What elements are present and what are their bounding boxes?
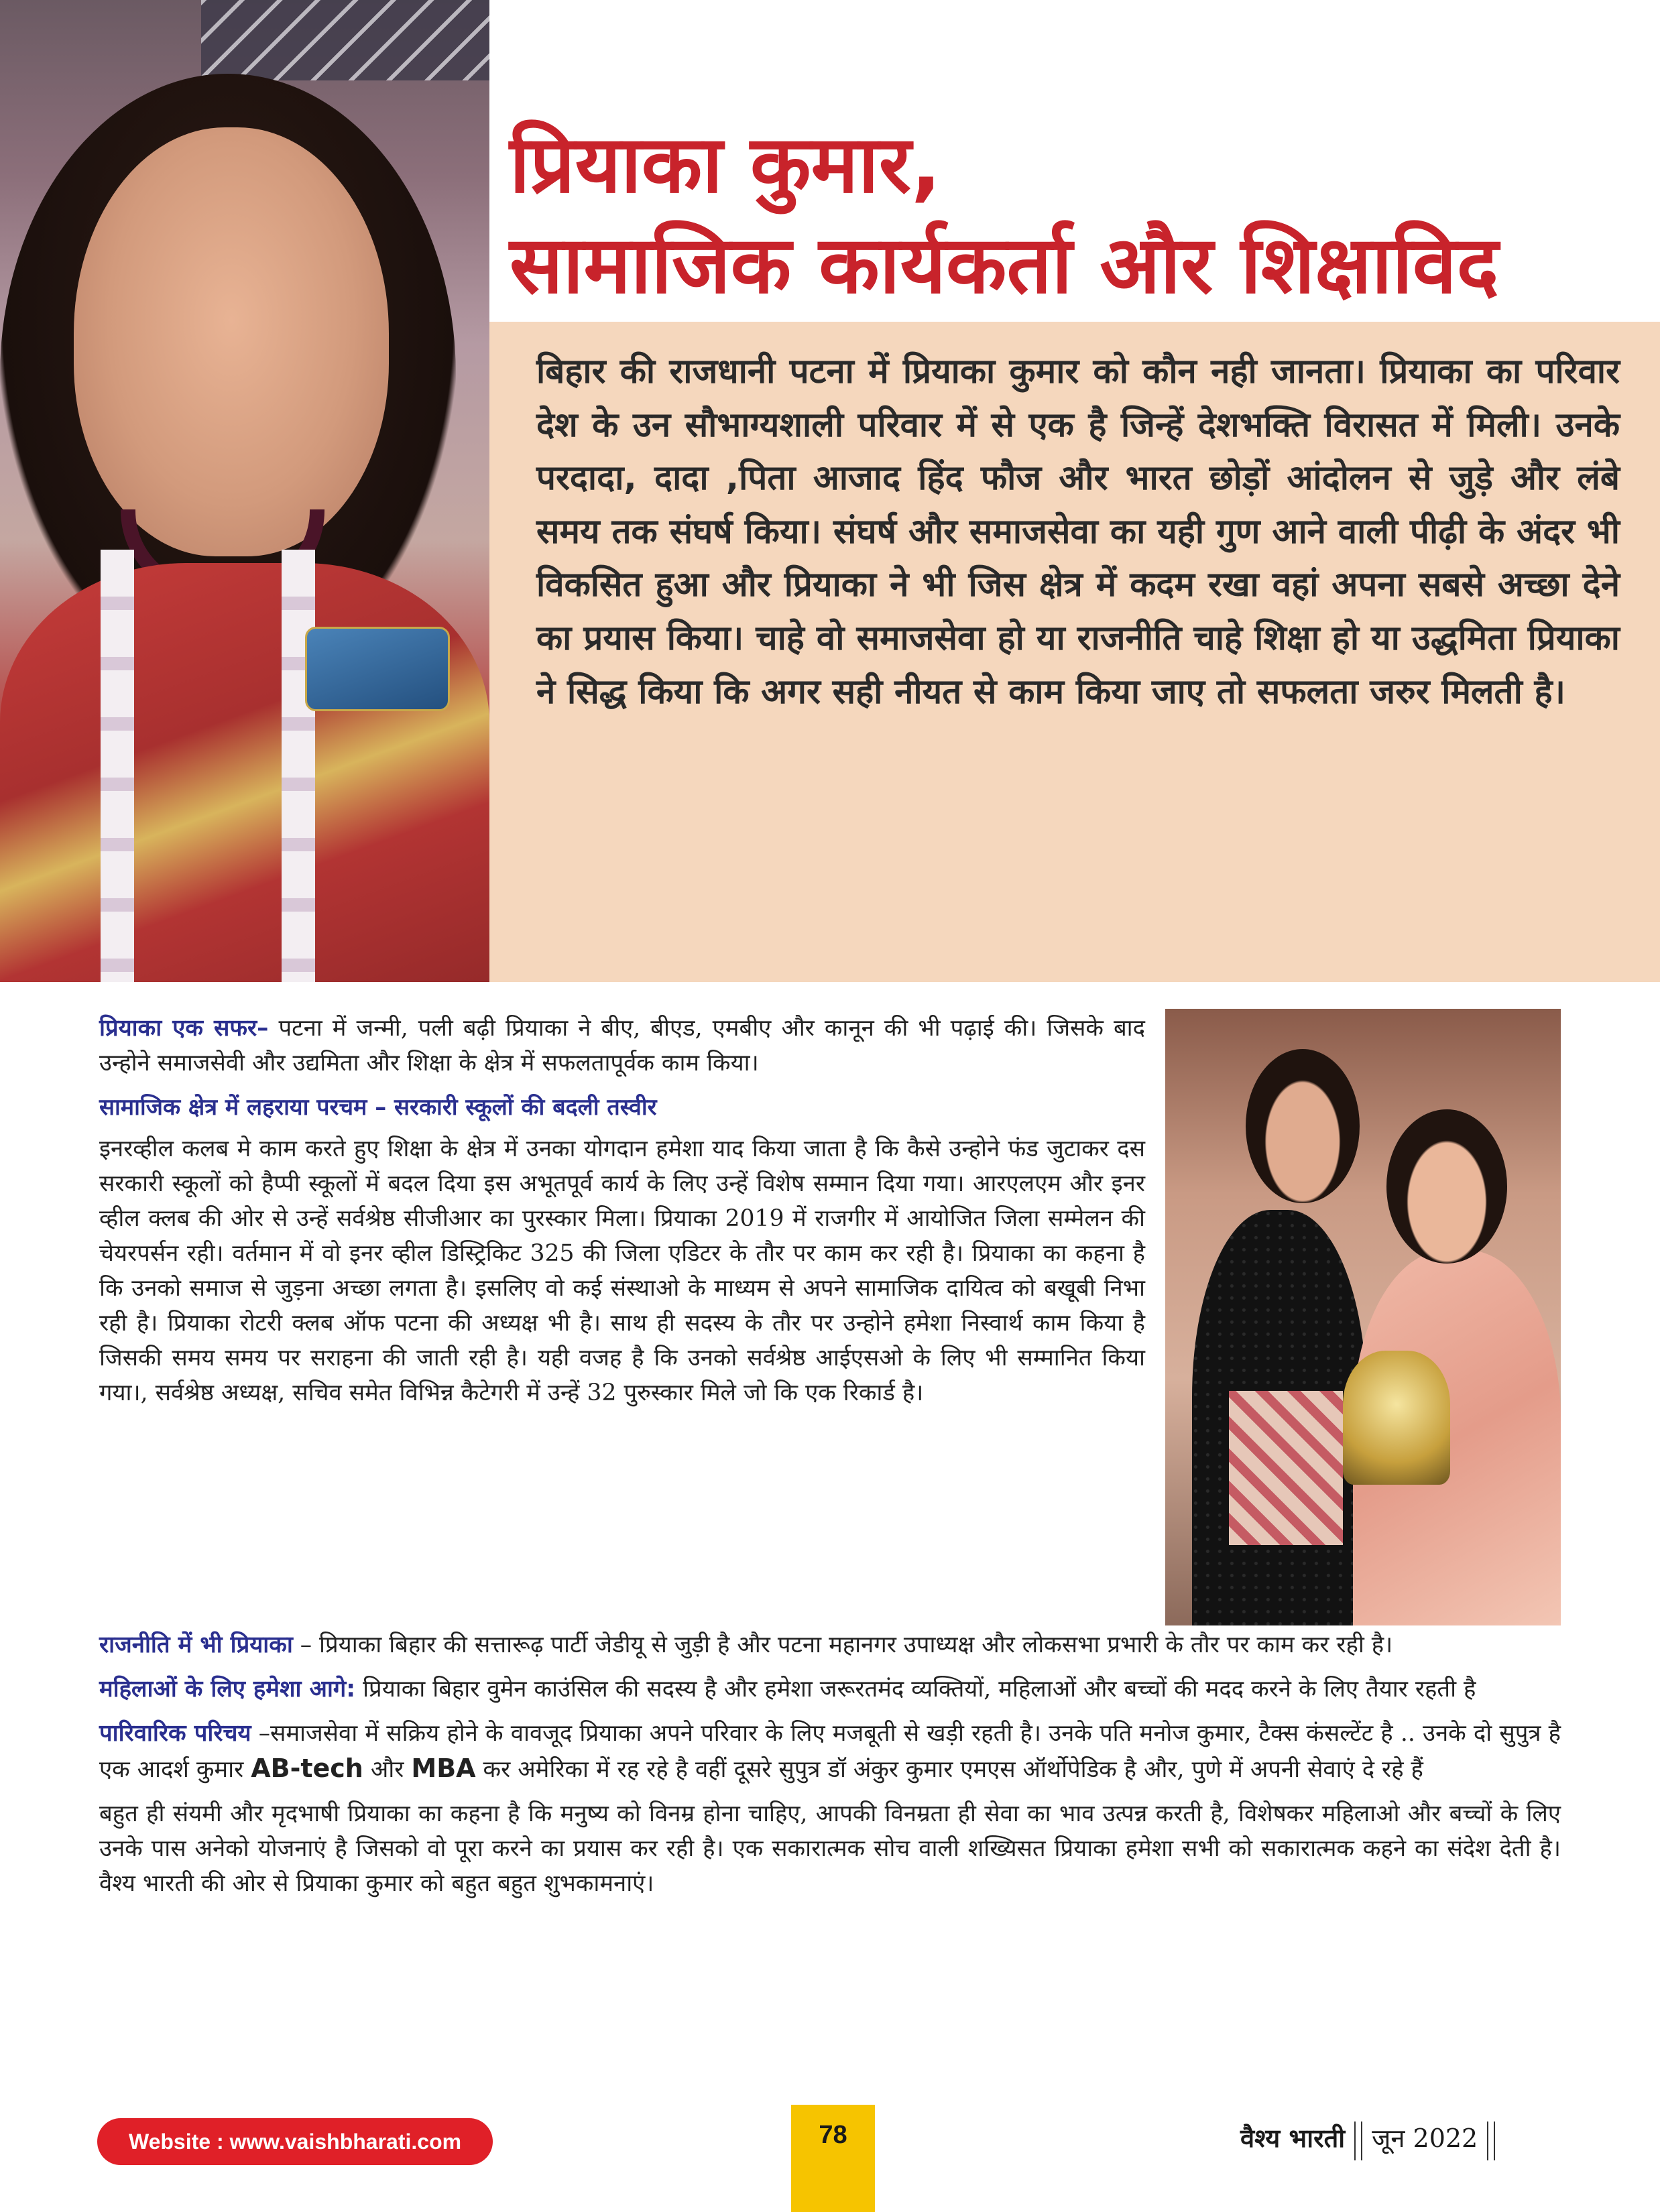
abtech-label: AB-tech — [251, 1754, 363, 1783]
trophy — [1343, 1351, 1450, 1485]
mba-label: MBA — [411, 1754, 476, 1783]
social-heading: सामाजिक क्षेत्र में लहराया परचम – सरकारी स्कूलों की बदली तस्वीर — [99, 1094, 657, 1121]
body-column — [99, 1011, 1145, 1420]
women-text: प्रियाका बिहार वुमेन काउंसिल की सदस्य है और हमेशा जरूरतमंद व्यक्तियों, महिलाओं और बच्चों की मदद करने के लिए तैयार रहती है — [355, 1676, 1476, 1703]
divider-end — [1487, 2122, 1495, 2160]
women-lead: महिलाओं के लिए हमेशा आगे: — [99, 1676, 356, 1703]
politics-paragraph — [99, 1627, 1561, 1662]
award-photo — [1165, 1009, 1561, 1625]
family-lead: पारिवारिक परिचय — [99, 1720, 251, 1747]
headline-line-1: प्रियाका कुमार, — [510, 118, 941, 210]
full-width-column — [99, 1627, 1561, 1910]
journey-lead: प्रियाका एक सफर– — [99, 1015, 269, 1042]
social-paragraph: इनरव्हील कलब मे काम करते हुए शिक्षा के क्षेत्र में उनका योगदान हमेशा याद किया जाता है कि कैसे उन्होने फंड जुटाकर दस सरकारी स्कूलों को हैप्पी स्कूलों में बदल दिया इस अभूतपूर्व कार्य के लिए उन्हें विशेष सम्मान दिया गया। आरएलएम और इनर व्हील क्लब की ओर से उन्हें सर्वश्रेष्ठ सीजीआर का पुरस्कार मिला। प्रियाका 2019 में राजगीर में आयोजित जिला सम्मेलन की चेयरपर्सन रही। वर्तमान में वो इनर व्हील डिस्ट्रिकिट 325 की जिला एडिटर के तौर पर काम कर रही है। प्रियाका का कहना है कि उनको समाज से जुड़ना अच्छा लगता है। इसलिए वो कई संस्थाओ के माध्यम से अपने सामाजिक दायित्व को बखूबी निभा रही है। प्रियाका रोटरी क्लब ऑफ पटना की अध्यक्ष भी है। साथ ही सदस्य के तौर पर उन्होने हमेशा निस्वार्थ काम किया है जिसकी समय समय पर सराहना की जाती रही है। यही वजह है कि उनको सर्वश्रेष्ठ आईएसओ के लिए भी सम्मानित किया गया।, सर्वश्रेष्ठ अध्यक्ष, सचिव समेत विभिन्न कैटेगरी में उन्हें 32 पुरुस्कार मिले जो कि एक रिकार्ड है। — [99, 1135, 1145, 1406]
intro-box — [489, 322, 1660, 982]
divider — [1354, 2122, 1362, 2160]
article-headline — [510, 114, 1649, 315]
intro-text: बिहार की राजधानी पटना में प्रियाका कुमार को कौन नही जानता। प्रियाका का परिवार देश के उन सौभाग्यशाली परिवार में से एक है जिन्हें देशभक्ति विरासत में मिली। उनके परदादा, दादा ,पिता आजाद हिंद फौज और भारत छोड़ों आंदोलन से जुड़े और लंबे समय तक संघर्ष किया। संघर्ष और समाजसेवा का यही गुण आने वाली पीढ़ी के अंदर भी विकसित हुआ और प्रियाका ने भी जिस क्षेत्र में कदम रखा वहां अपना सबसे अच्छा देने का प्रयास किया। चाहे वो समाजसेवा हो या राजनीति चाहे शिक्षा हो या उद्धमिता प्रियाका ने सिद्ध किया कि अगर सही नीयत से काम किया जाए तो सफलता जरुर मिलती है। — [536, 352, 1620, 712]
portrait-photo — [0, 0, 489, 982]
magazine-name: वैश्य भारती — [1240, 2123, 1346, 2153]
family-text-a: –समाजसेवा में सक्रिय होने के वावजूद प्रियाका अपने परिवार के लिए मजबूती से खड़ी रहती है। उनके पति मनोज कुमार, टैक्स कंसल्टेंट है .. उनके दो सुपुत्र है एक आदर्श कुमार — [99, 1720, 1561, 1783]
website-link[interactable]: Website : www.vaishbharati.com — [97, 2118, 493, 2165]
journey-text: पटना में जन्मी, पली बढ़ी प्रियाका ने बीए, बीएड, एमबीए और कानून की भी पढ़ाई की। जिसके बाद उन्होने समाजसेवी और उद्यमिता और शिक्षा के क्षेत्र में सफलतापूर्वक काम किया। — [99, 1015, 1146, 1077]
page-number: 78 — [791, 2105, 875, 2212]
gift-bag — [1229, 1391, 1343, 1545]
politics-lead: राजनीति में भी प्रियाका — [99, 1632, 293, 1658]
closing-paragraph: बहुत ही संयमी और मृदभाषी प्रियाका का कहना है कि मनुष्य को विनम्र होना चाहिए, आपकी विनम्रता ही सेवा का भाव उत्पन्न करती है, विशेषकर महिलाओ और बच्चों के लिए उनके पास अनेको योजनाएं है जिसको वो पूरा करने का प्रयास कर रही है। एक सकारात्मक सोच वाली शख्यिसत प्रियाका हमेशा सभी को सकारात्मक कहने का संदेश देती है। वैश्य भारती की ओर से प्रियाका कुमार को बहुत बहुत शुभकामनाएं। — [99, 1800, 1561, 1897]
family-text-c: कर अमेरिका में रह रहे है वहीं दूसरे सुपुत्र डॉ अंकुर कुमार एमएस ऑर्थोपेडिक है और, पुणे में अपनी सेवाएं दे रहे हैं — [475, 1756, 1423, 1783]
issue-date: जून 2022 — [1372, 2124, 1478, 2153]
family-text-b: और — [363, 1756, 412, 1783]
headline-line-2: सामाजिक कार्यकर्ता और शिक्षाविद — [510, 219, 1499, 311]
journey-paragraph — [99, 1011, 1145, 1081]
family-paragraph — [99, 1716, 1561, 1787]
politics-text: – प्रियाका बिहार की सत्तारूढ़ पार्टी जेडीयू से जुड़ी है और पटना महानगर उपाध्यक्ष और लोकसभा प्रभारी के तौर पर काम कर रही है। — [292, 1632, 1393, 1658]
magazine-footer — [1240, 2115, 1562, 2162]
name-badge — [305, 627, 450, 711]
women-paragraph — [99, 1672, 1561, 1707]
